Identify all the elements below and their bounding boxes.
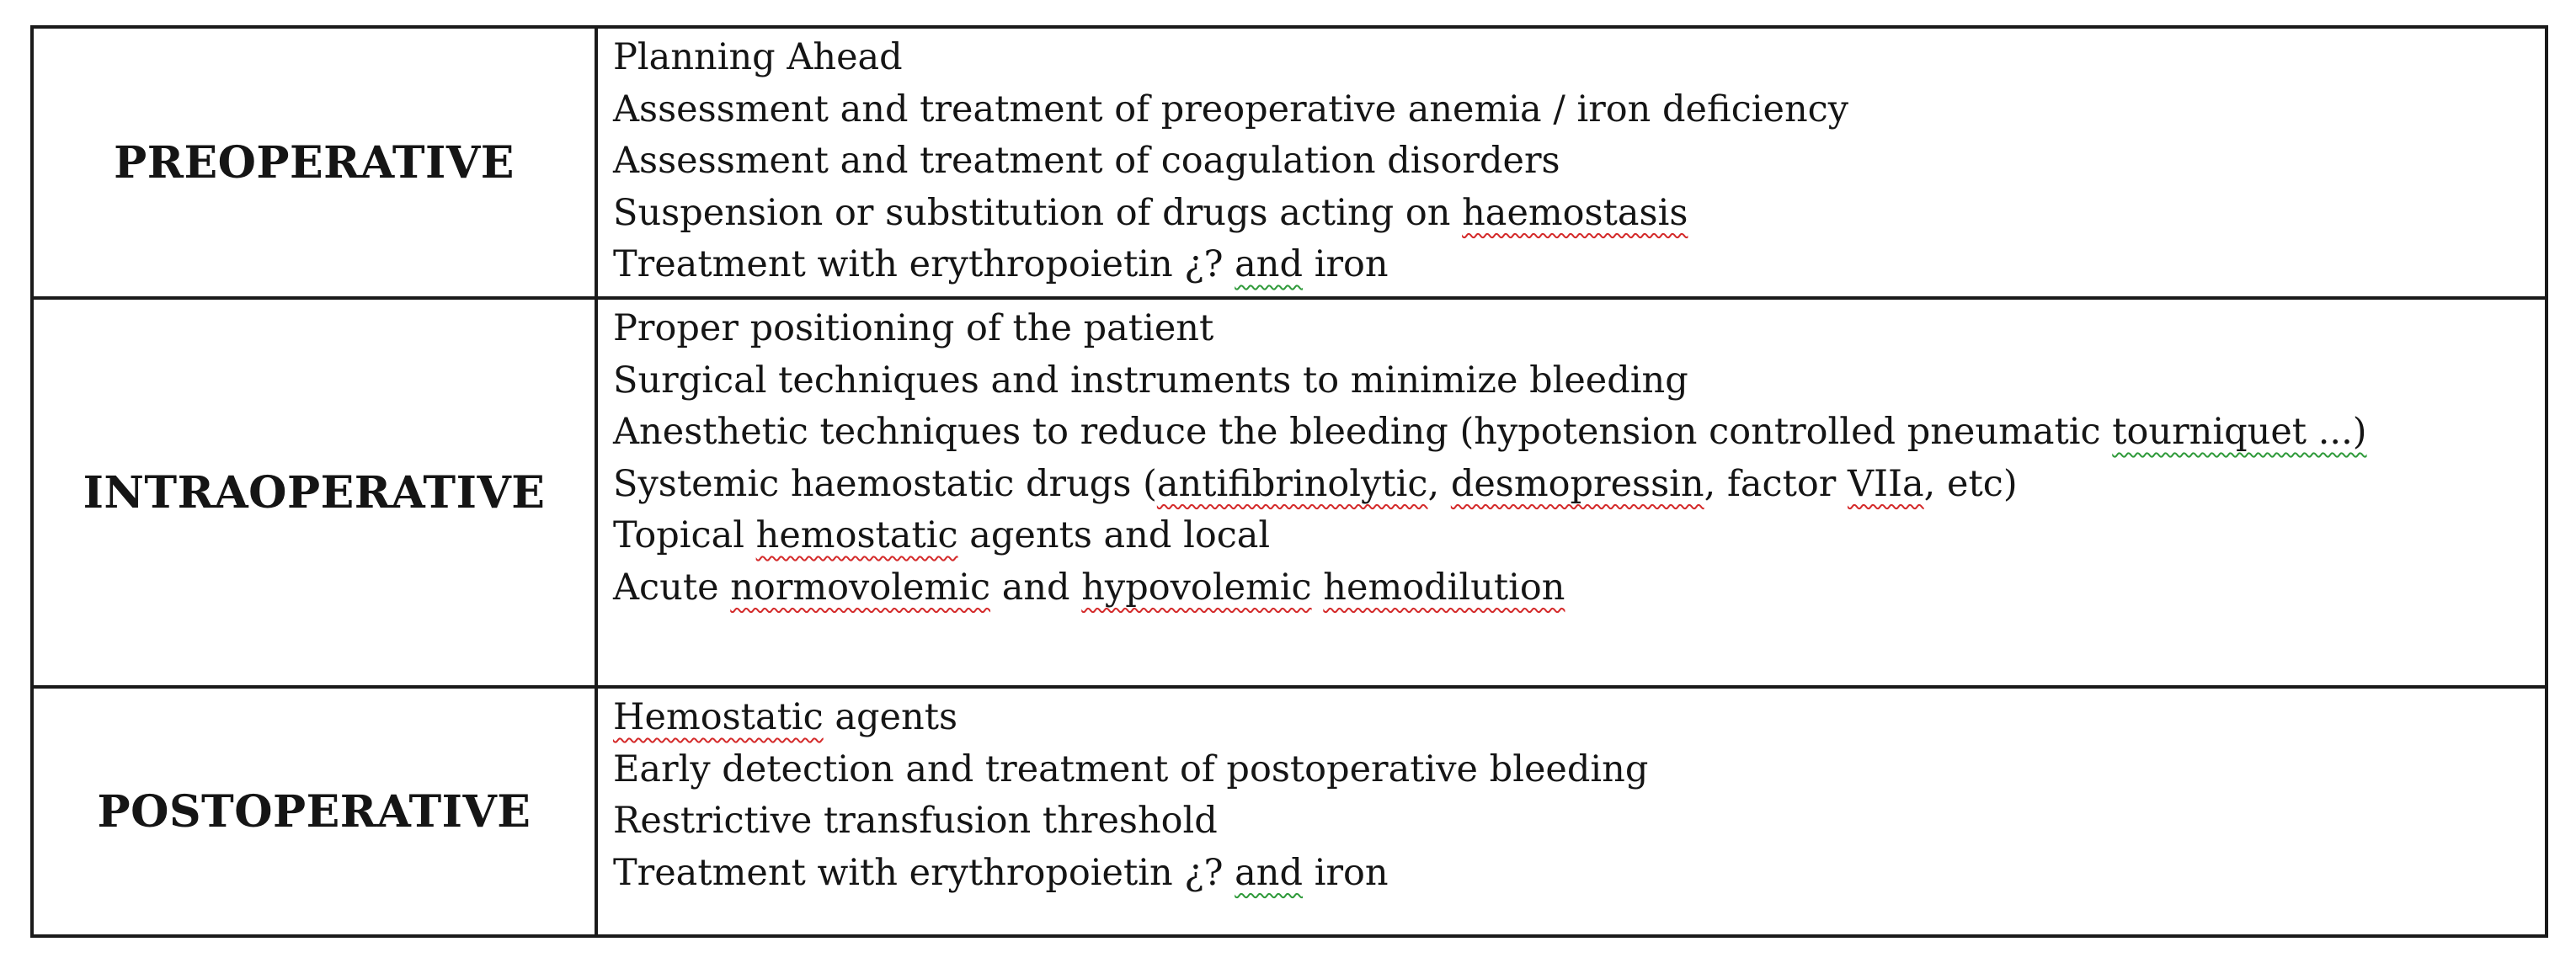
list-item: Systemic haemostatic drugs (antifibrinolytic, desmopressin, factor VIIa, etc) (613, 462, 2018, 505)
spelling-flag: hypovolemic (1081, 566, 1312, 609)
spelling-flag: VIIa (1848, 462, 1924, 505)
list-item: Hemostatic agents (613, 696, 958, 738)
list-item: Assessment and treatment of preoperative anemia / iron deficiency (613, 88, 1849, 130)
phase-label-intraoperative: INTRAOPERATIVE (32, 298, 596, 687)
items-cell-postoperative (596, 687, 2547, 936)
list-item: Assessment and treatment of coagulation disorders (613, 140, 1560, 182)
spelling-flag: desmopressin (1450, 462, 1704, 505)
list-item: Restrictive transfusion threshold (613, 800, 1218, 842)
list-item: Early detection and treatment of postoperative bleeding (613, 748, 1649, 790)
grammar-flag: and (1235, 243, 1304, 285)
list-item: Treatment with erythropoietin ¿? and iron (613, 243, 1389, 285)
list-item: Planning Ahead (613, 36, 903, 78)
grammar-flag: tourniquet ...) (2112, 411, 2367, 453)
spelling-flag: Hemostatic (613, 696, 824, 738)
spelling-flag: hemostatic (755, 514, 958, 556)
phase-label-postoperative: POSTOPERATIVE (32, 687, 596, 936)
spelling-flag: antifibrinolytic (1156, 462, 1428, 505)
items-cell-intraoperative (596, 298, 2547, 687)
items-cell-preoperative (596, 27, 2547, 298)
table-row-preoperative (32, 27, 2547, 298)
grammar-flag: and (1235, 851, 1304, 894)
measures-table (30, 25, 2548, 938)
list-item: Acute normovolemic and hypovolemic hemodilution (613, 566, 1565, 609)
list-item: Anesthetic techniques to reduce the bleeding (hypotension controlled pneumatic tourniquet ...) (613, 411, 2367, 453)
spelling-flag: haemostasis (1462, 191, 1688, 234)
spelling-flag: normovolemic (730, 566, 991, 609)
spelling-flag: hemodilution (1323, 566, 1565, 609)
list-item: Proper positioning of the patient (613, 307, 1214, 349)
list-item: Topical hemostatic agents and local (613, 514, 1271, 556)
list-item: Suspension or substitution of drugs acting on haemostasis (613, 191, 1688, 234)
table-row-postoperative (32, 687, 2547, 936)
list-item: Treatment with erythropoietin ¿? and iron (613, 851, 1389, 894)
phase-label-preoperative: PREOPERATIVE (32, 27, 596, 298)
table-row-intraoperative (32, 298, 2547, 687)
list-item: Surgical techniques and instruments to minimize bleeding (613, 359, 1688, 402)
